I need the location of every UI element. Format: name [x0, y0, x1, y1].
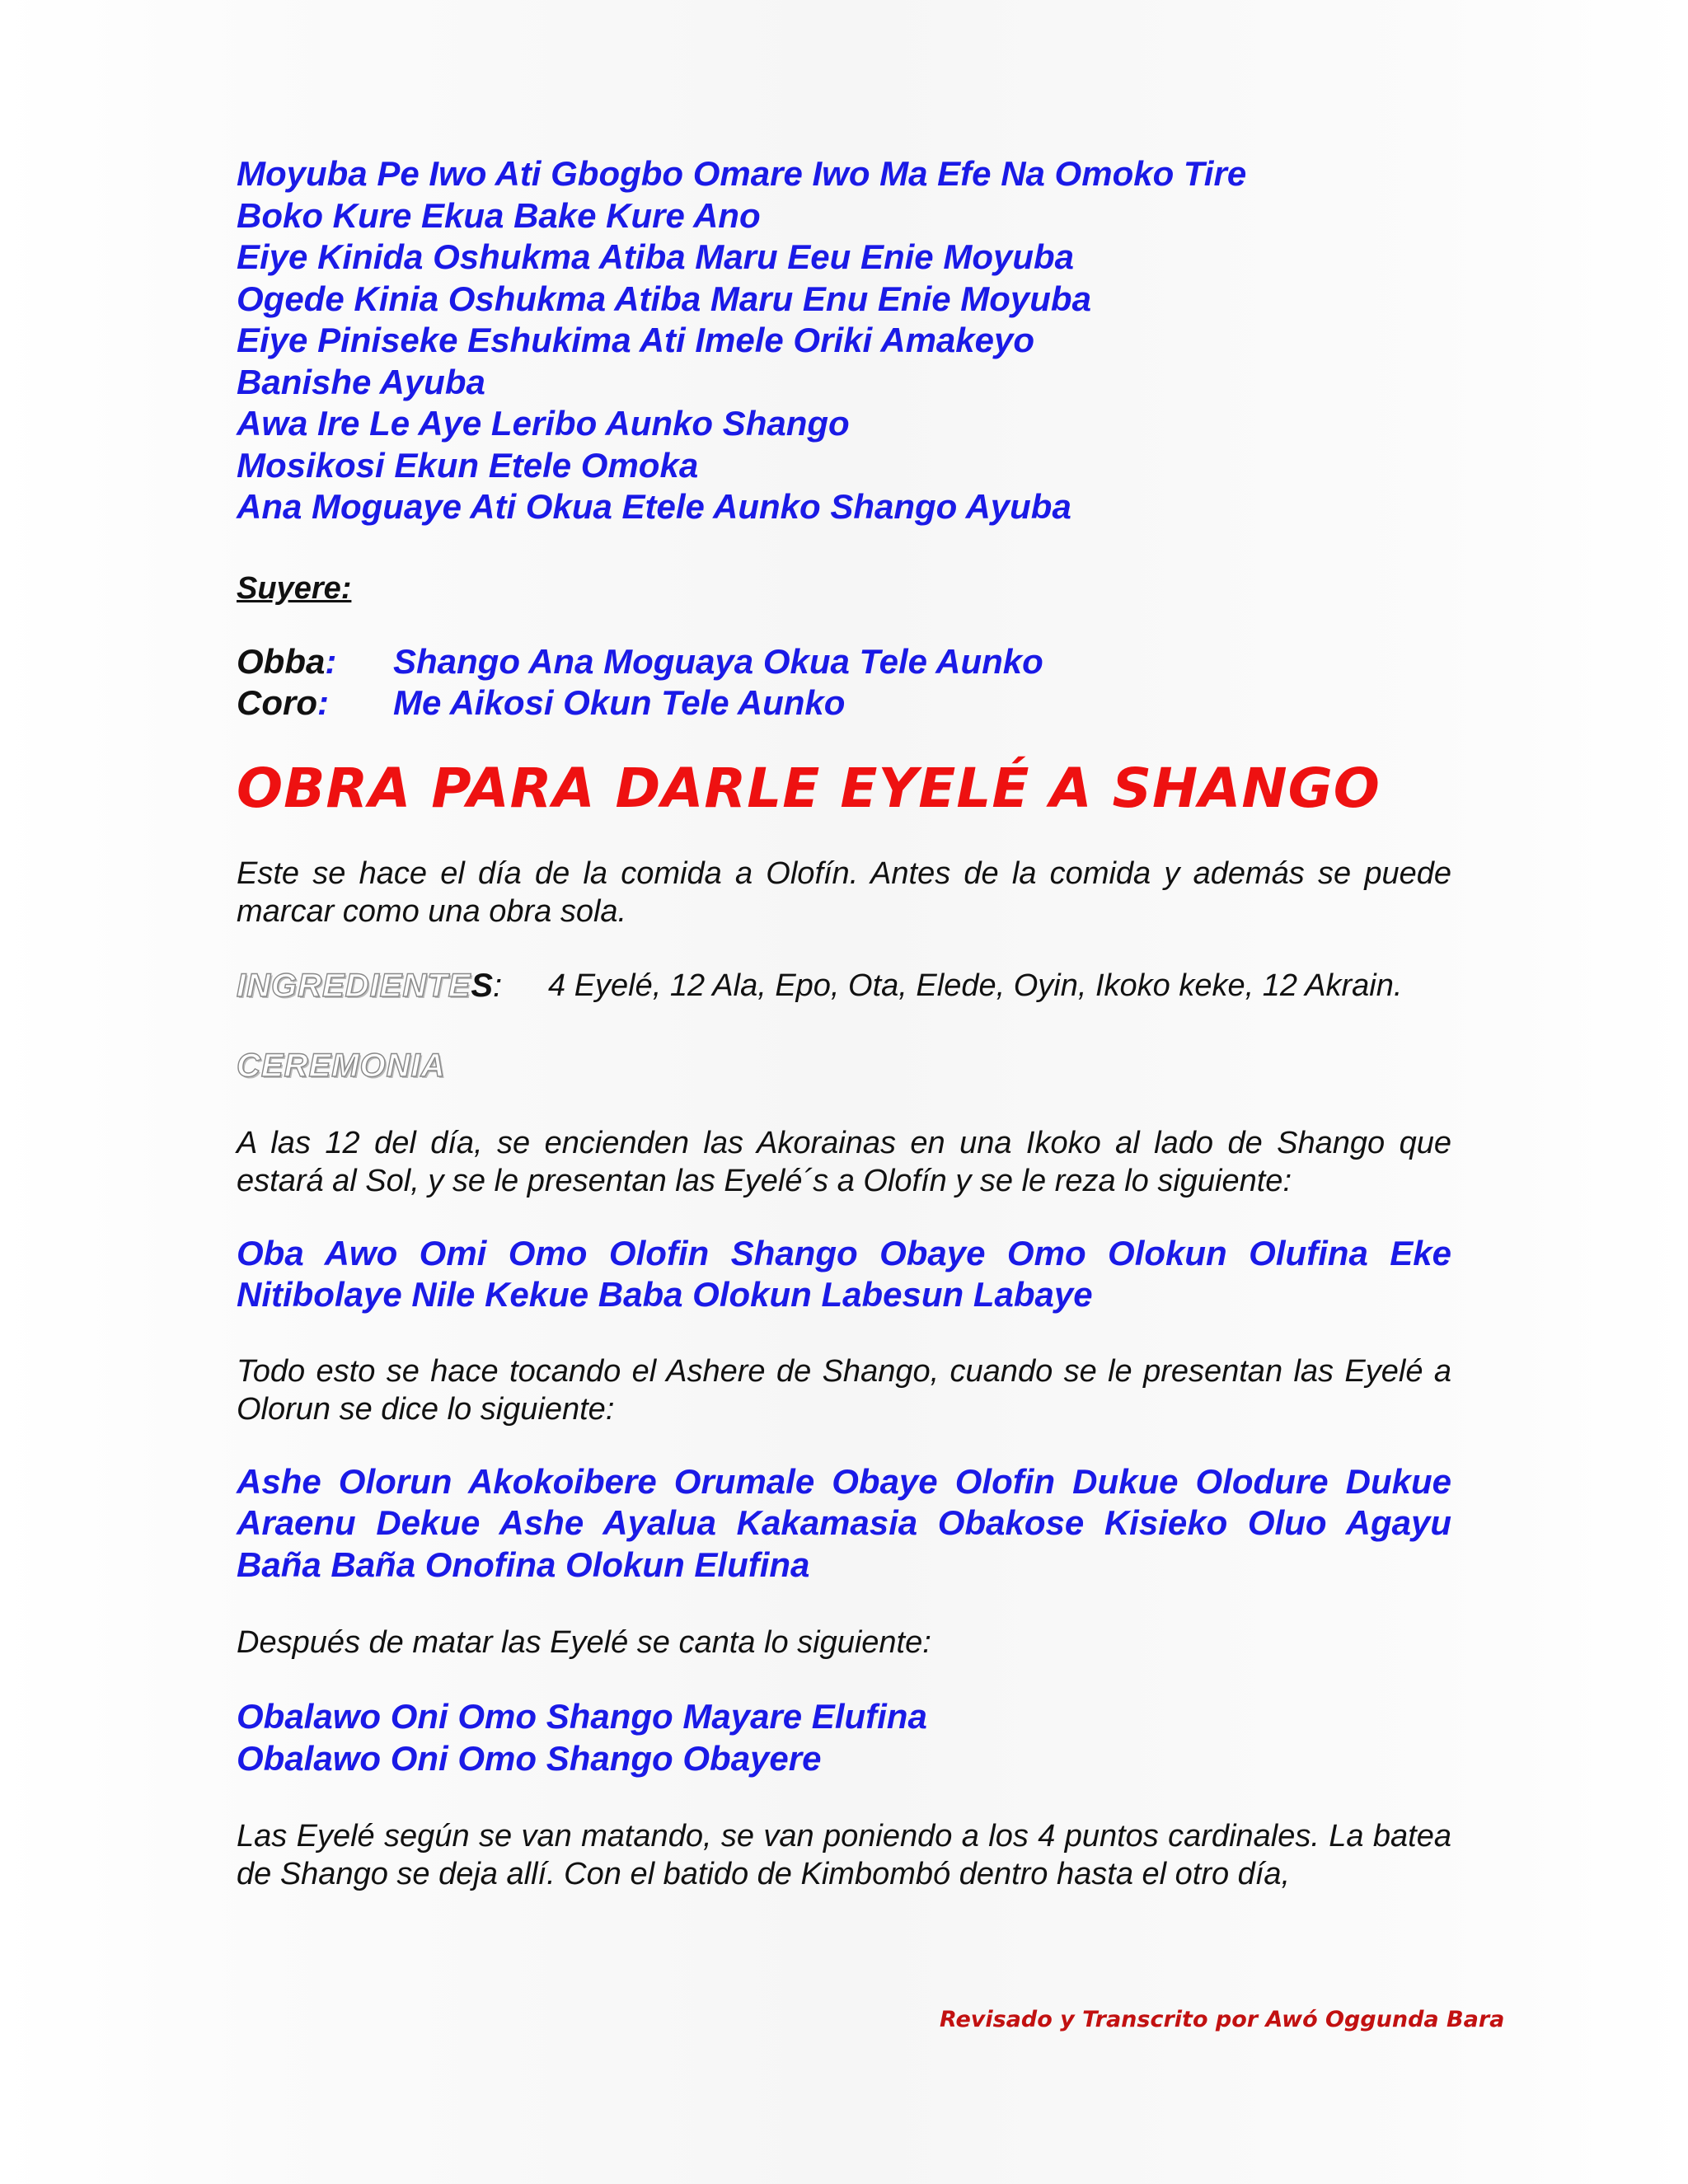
page-content [237, 153, 1451, 1893]
suyere-label: Suyere: [237, 570, 352, 606]
suyere-block [237, 641, 1451, 724]
chant-line: Eiye Piniseke Eshukima Ati Imele Oriki Amakeyo [237, 321, 1035, 359]
suyere-text: Shango Ana Moguaya Okua Tele Aunko [393, 641, 1043, 681]
chant-line: Moyuba Pe Iwo Ati Gbogbo Omare Iwo Ma Efe Na Omoko Tire [237, 154, 1247, 193]
suyere-speaker: Obba: [237, 641, 337, 681]
prayer-olorun: Ashe Olorun Akokoibere Orumale Obaye Olofin Dukue Olodure Dukue Araenu Dekue Ashe Ayalua Kakamasia Obakose Kisieko Oluo Agayu Baña Baña Onofina Olokun Elufina [237, 1461, 1451, 1584]
chant-line: Boko Kure Ekua Bake Kure Ano [237, 195, 761, 235]
chant-line: Eiye Kinida Oshukma Atiba Maru Eeu Enie Moyuba [237, 237, 1074, 276]
suyere-line-coro [237, 682, 1451, 724]
chant-line: Ogede Kinia Oshukma Atiba Maru Enu Enie Moyuba [237, 279, 1091, 318]
song-line: Obalawo Oni Omo Shango Obayere [237, 1738, 822, 1778]
chant-line: Awa Ire Le Aye Leribo Aunko Shango [237, 404, 850, 443]
chant-line: Banishe Ayuba [237, 362, 485, 401]
suyere-text: Me Aikosi Okun Tele Aunko [393, 682, 846, 722]
song-block [237, 1696, 1451, 1779]
suyere-speaker: Coro: [237, 682, 329, 722]
closing-paragraph: Las Eyelé según se van matando, se van poniendo a los 4 puntos cardinales. La batea de Shango se deja allí. Con el batido de Kimbombó dentro hasta el otro día, [237, 1819, 1451, 1891]
ingredients-list: 4 Eyelé, 12 Ala, Epo, Ota, Elede, Oyin, Ikoko keke, 12 Akrain. [548, 968, 1403, 1003]
ashere-paragraph: Todo esto se hace tocando el Ashere de Shango, cuando se le presentan las Eyelé a Olorun se dice lo siguiente: [237, 1353, 1451, 1427]
after-sacrifice-paragraph: Después de matar las Eyelé se canta lo siguiente: [237, 1625, 931, 1660]
ingredients-label: INGREDIENTES: [237, 967, 503, 1004]
ceremonia-label: CEREMONIA [237, 1047, 446, 1084]
page-footer: Revisado y Transcrito por Awó Oggunda Bara [940, 2007, 1505, 2032]
intro-paragraph: Este se hace el día de la comida a Olofín. Antes de la comida y además se puede marcar como una obra sola. [237, 855, 1451, 929]
ingredients-row [237, 967, 1451, 1005]
song-line: Obalawo Oni Omo Shango Mayare Elufina [237, 1697, 927, 1736]
chant-line: Mosikosi Ekun Etele Omoka [237, 445, 699, 485]
opening-chant [237, 153, 1451, 528]
suyere-line-obba [237, 641, 1451, 682]
section-title: OBRA PARA DARLE EYELÉ A SHANGO [237, 756, 1381, 820]
ceremony-paragraph: A las 12 del día, se encienden las Akorainas en una Ikoko al lado de Shango que estará al Sol, y se le presentan las Eyelé´s a Olofín y se le reza lo siguiente: [237, 1125, 1451, 1198]
chant-line: Ana Moguaye Ati Okua Etele Aunko Shango Ayuba [237, 487, 1071, 526]
prayer-olofin: Oba Awo Omi Omo Olofin Shango Obaye Omo Olokun Olufina Eke Nitibolaye Nile Kekue Baba Olokun Labesun Labaye [237, 1233, 1451, 1314]
